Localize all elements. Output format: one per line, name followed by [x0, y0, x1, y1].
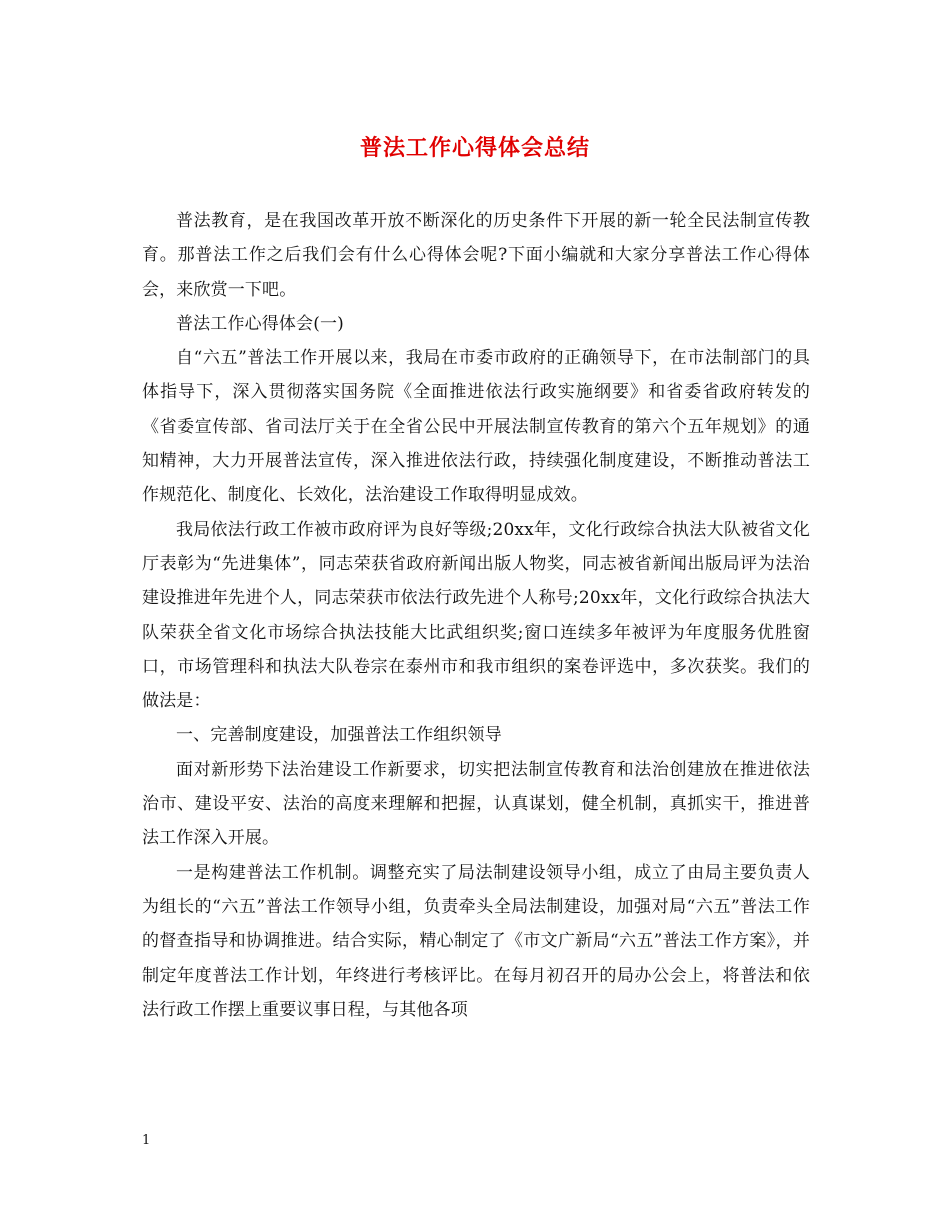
body-paragraph: 一是构建普法工作机制。调整充实了局法制建设领导小组，成立了由局主要负责人为组长的“六五”普法工作领导小组，负责牵头全局法制建设，加强对局“六五”普法工作的督查指导和协调推进。结合实际，精心制定了《市文广新局“六五”普法工作方案》，并制定年度普法工作计划，年终进行考核评比。在每月初召开的局办公会上，将普法和依法行政工作摆上重要议事日程，与其他各项	[142, 862, 810, 1020]
intro-paragraph: 普法教育，是在我国改革开放不断深化的历史条件下开展的新一轮全民法制宣传教育。那普法工作之后我们会有什么心得体会呢?下面小编就和大家分享普法工作心得体会，来欣赏一下吧。	[142, 211, 810, 300]
document-body	[142, 204, 810, 1027]
page-number: 1	[142, 1133, 151, 1148]
section-heading: 一、完善制度建设，加强普法工作组织领导	[176, 725, 502, 746]
body-paragraph: 我局依法行政工作被市政府评为良好等级;20xx年，文化行政综合执法大队被省文化厅表彰为“先进集体”，同志荣获省政府新闻出版人物奖，同志被省新闻出版局评为法治建设推进年先进个人，同志荣获市依法行政先进个人称号;20xx年，文化行政综合执法大队荣获全省文化市场综合执法技能大比武组织奖;窗口连续多年被评为年度服务优胜窗口，市场管理科和执法大队卷宗在泰州市和我市组织的案卷评选中，多次获奖。我们的做法是：	[142, 519, 810, 712]
section-heading: 普法工作心得体会(一)	[176, 313, 344, 334]
body-paragraph: 自“六五”普法工作开展以来，我局在市委市政府的正确领导下，在市法制部门的具体指导下，深入贯彻落实国务院《全面推进依法行政实施纲要》和省委省政府转发的《省委宣传部、省司法厅关于在全省公民中开展法制宣传教育的第六个五年规划》的通知精神，大力开展普法宣传，深入推进依法行政，持续强化制度建设，不断推动普法工作规范化、制度化、长效化，法治建设工作取得明显成效。	[142, 348, 810, 506]
body-paragraph: 面对新形势下法治建设工作新要求，切实把法制宣传教育和法治创建放在推进依法治市、建设平安、法治的高度来理解和把握，认真谋划，健全机制，真抓实干，推进普法工作深入开展。	[142, 759, 810, 849]
document-title: 普法工作心得体会总结	[359, 135, 590, 161]
